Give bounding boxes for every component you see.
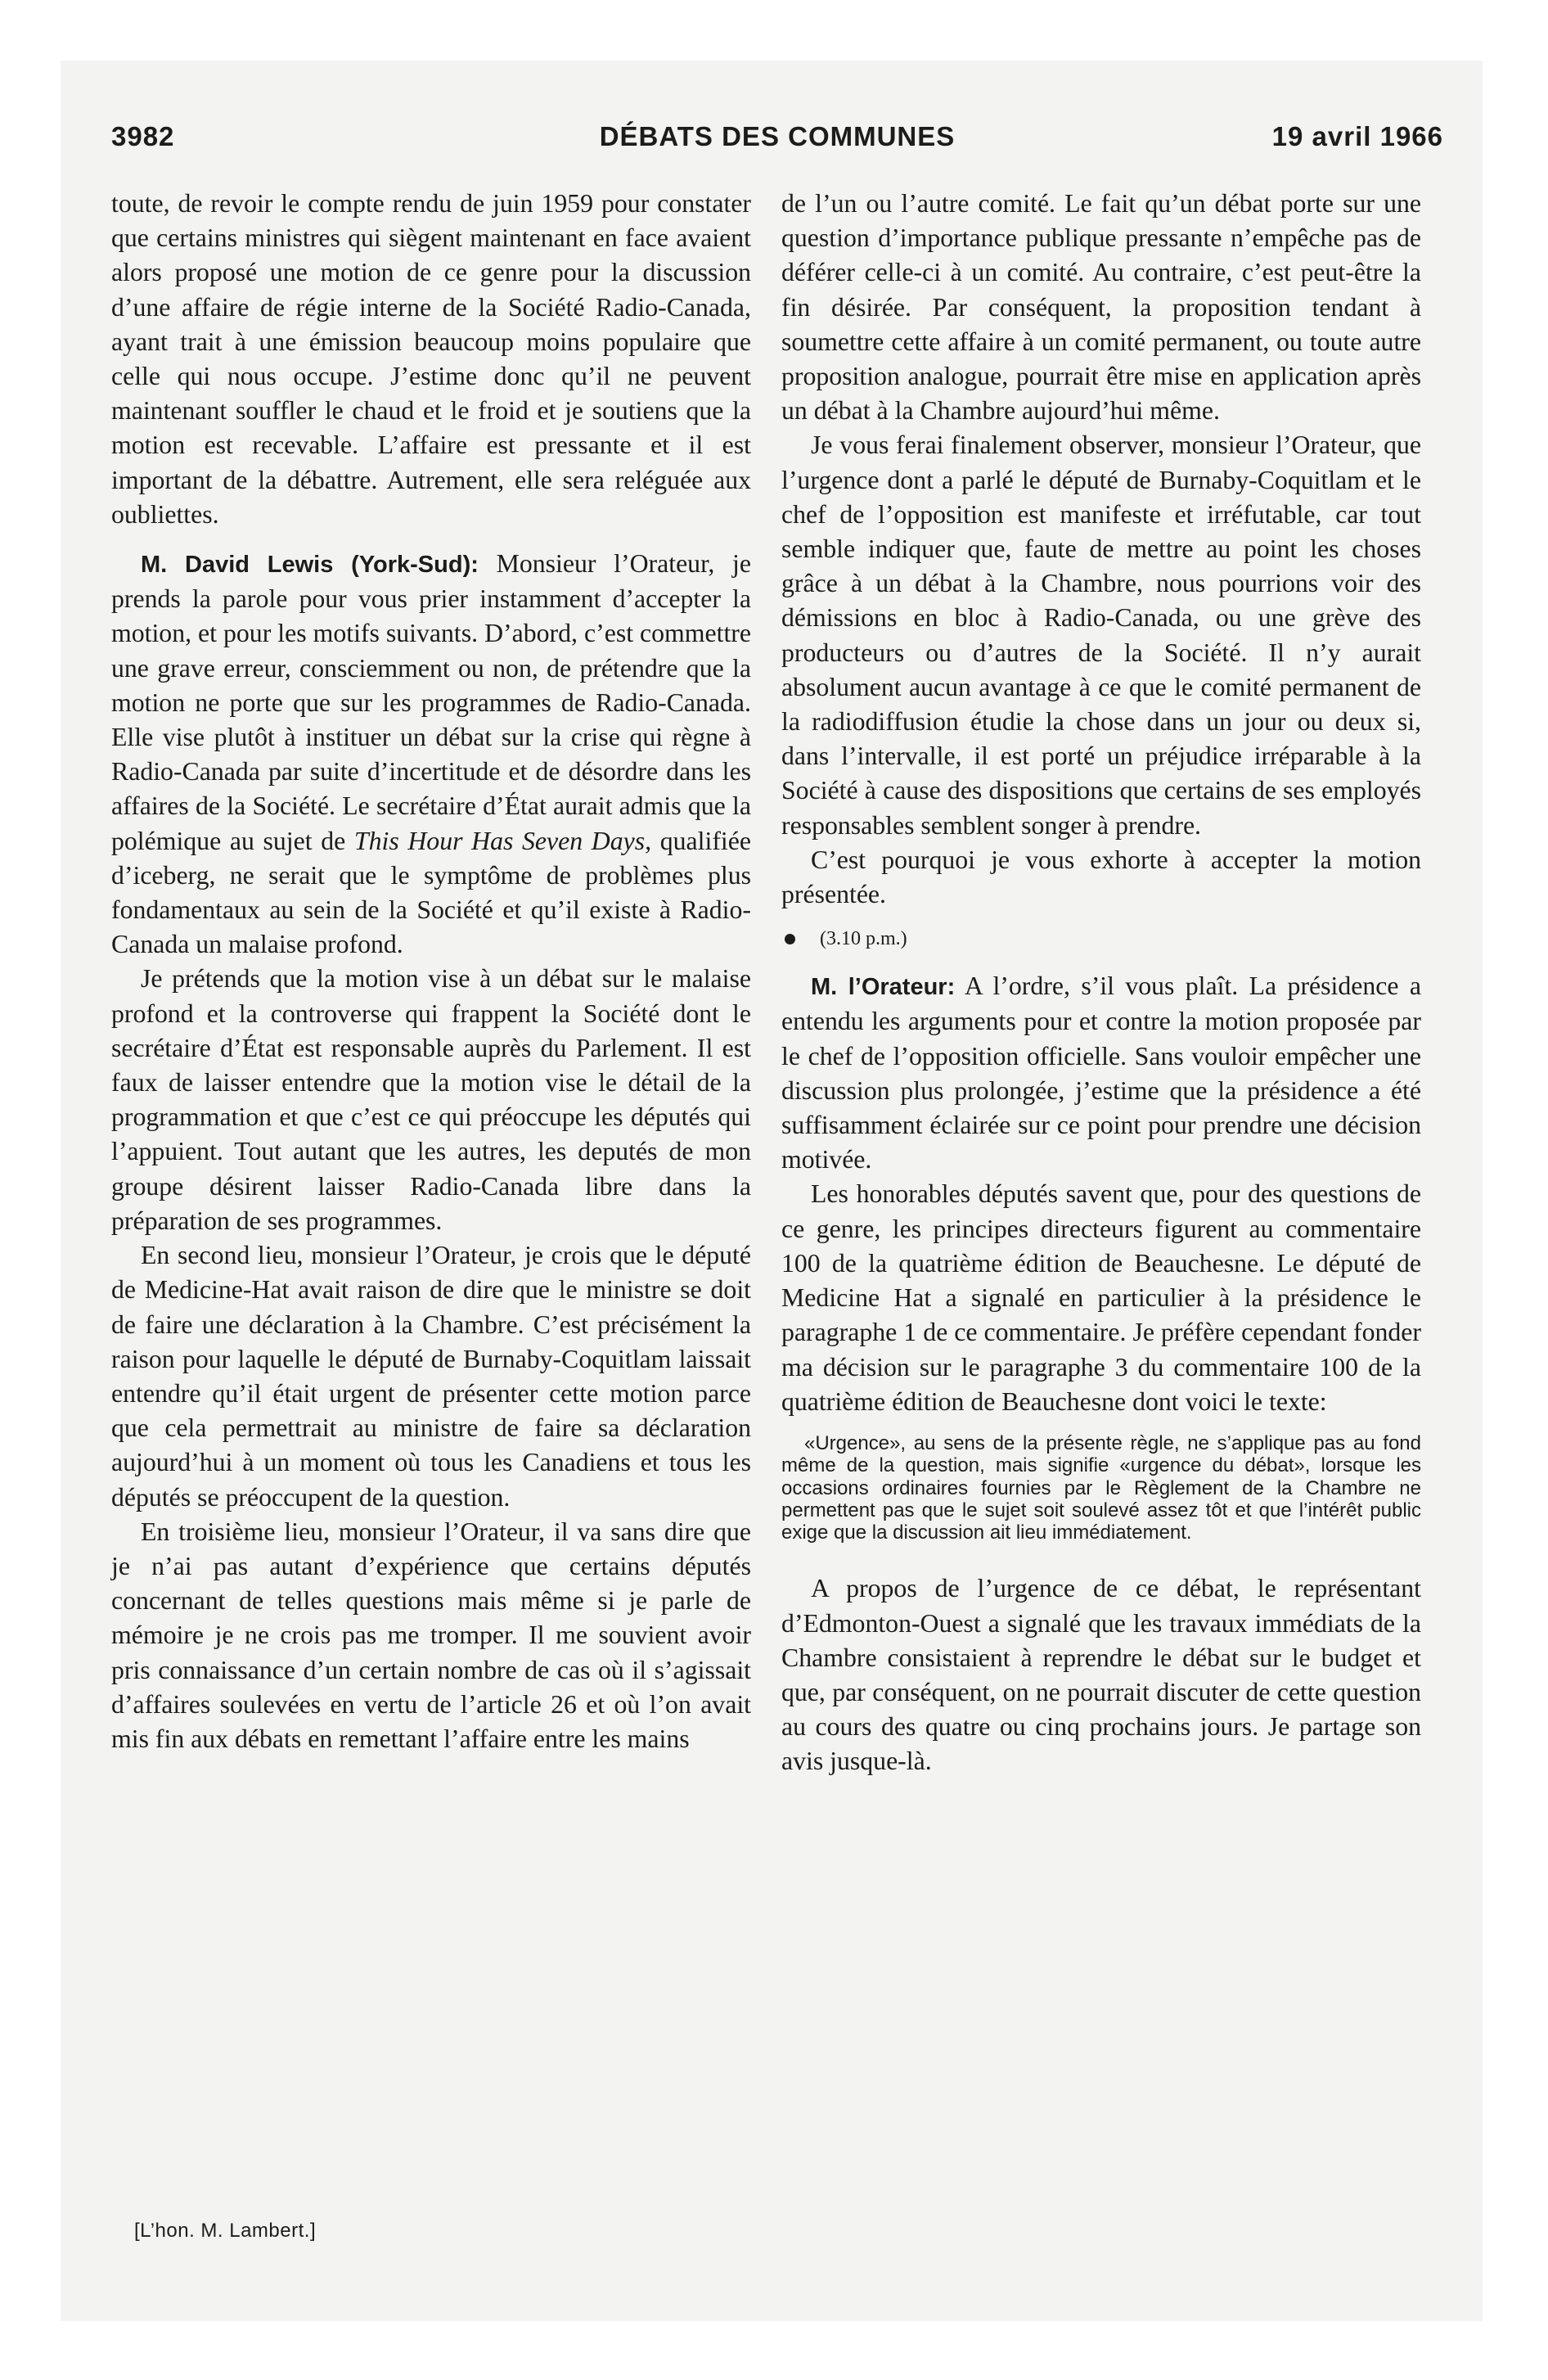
- speaker-name: M. l’Orateur:: [811, 974, 956, 1001]
- page-header: [111, 121, 1443, 157]
- paragraph: C’est pourquoi je vous exhorte à accepter la motion présentée.: [781, 845, 1421, 909]
- paragraph: toute, de revoir le compte rendu de juin 1959 pour constater que certains ministres qui siègent maintenant en face avaient alors proposé une motion de ce genre pour la discussion d’une affaire de régie interne de la Société Radio-Canada, ayant trait à une émission beaucoup moins populaire que celle qui nous occupe. J’estime donc qu’il ne peuvent maintenant souffler le chaud et le froid et je soutiens que la motion est recevable. L’affaire est pressante et il est important de la débattre. Autrement, elle sera reléguée aux oubliettes.: [111, 189, 751, 529]
- block-quote: «Urgence», au sens de la présente règle, ne s’applique pas au fond même de la question, mais signifie «urgence du débat», lorsque les occasions ordinaires fournies par le Règlement de la Chambre ne permettent pas que le sujet soit soulevé assez tôt et que l’intérêt public exige que la discussion ait lieu immédiatement.: [781, 1431, 1421, 1544]
- paragraph-text: Monsieur l’Orateur, je prends la parole pour vous prier instamment d’accepter la motion, et pour les motifs suivants. D’abord, c’est commettre une grave erreur, consciemment ou non, de prétendre que la motion ne porte que sur les programmes de Radio-Canada. Elle vise plutôt à instituer un débat sur la crise qui règne à Radio-Canada par suite d’incertitude et de désordre dans les affaires de la Société. Le secrétaire d’État aurait admis que la polémique au sujet de: [111, 549, 751, 855]
- paragraph: A propos de l’urgence de ce débat, le représentant d’Edmonton-Ouest a signalé que les travaux immédiats de la Chambre consistaient à reprendre le débat sur le budget et que, par conséquent, on ne pourrait discuter de cette question au cours des quatre ou cinq prochains jours. Je partage son avis jusque-là.: [781, 1574, 1421, 1776]
- paragraph-lewis: [111, 547, 751, 962]
- paragraph: En second lieu, monsieur l’Orateur, je crois que le député de Medicine-Hat avait raison de dire que le ministre se doit de faire une déclaration à la Chambre. C’est précisément la raison pour laquelle le député de Burnaby-Coquitlam laissait entendre qu’il était urgent de présenter cette motion parce que cela permettrait au ministre de faire sa déclaration aujourd’hui à un moment où tous les Canadiens et tous les députés se préoccupent de la question.: [111, 1241, 751, 1512]
- publication-date: 19 avril 1966: [1271, 121, 1443, 151]
- paragraph: Je vous ferai finalement observer, monsieur l’Orateur, que l’urgence dont a parlé le député de Burnaby-Coquitlam et le chef de l’opposition est manifeste et irréfutable, car tout semble indiquer que, faute de mettre au point les choses grâce à un débat à la Chambre, nous pourrions voir des démissions en bloc à Radio-Canada, ou une grève des producteurs ou d’autres de la Société. Il n’y aurait absolument aucun avantage à ce que le comité permanent de la radiodiffusion étudie la chose dans un jour ou deux si, dans l’intervalle, il est porté un préjudice irréparable à la Société à cause des dispositions que certains de ses employés responsables semblent songer à prendre.: [781, 430, 1421, 840]
- paragraph: En troisième lieu, monsieur l’Orateur, il va sans dire que je n’ai pas autant d’expérience que certains députés concernant de telles questions mais même si je parle de mémoire je ne crois pas me tromper. Il me souvient avoir pris connaissance d’un certain nombre de cas où il s’agissait d’affaires soulevées en vertu de l’article 26 et où l’on avait mis fin aux débats en remettant l’affaire entre les mains: [111, 1517, 751, 1753]
- paragraph-text: qualifiée d’iceberg, ne serait que le symptôme de problèmes plus fondamentaux au sein de la Société et qu’il existe à Radio-Canada un malaise profond.: [111, 826, 751, 959]
- bullet-icon: [785, 934, 795, 944]
- paragraph-text: A l’ordre, s’il vous plaît. La présidence a entendu les arguments pour et contre la motion proposée par le chef de l’opposition officielle. Sans vouloir empêcher une discussion plus prolongée, j’estime que la présidence a été suffisamment éclairée sur ce point pour prendre une décision motivée.: [781, 971, 1421, 1174]
- paragraph: Je prétends que la motion vise à un débat sur le malaise profond et la controverse qui frappent la Société dont le secrétaire d’État est responsable auprès du Parlement. Il est faux de laisser entendre que la motion vise le détail de la programmation et que c’est ce qui préoccupe les députés qui l’appuient. Tout autant que les autres, les deputés de mon groupe désirent laisser Radio-Canada libre dans la préparation de ses programmes.: [111, 964, 751, 1235]
- right-column: [781, 187, 1421, 1779]
- speaker-reference: [L’hon. M. Lambert.]: [134, 2220, 317, 2242]
- timestamp: (3.10 p.m.): [820, 928, 907, 950]
- page-number: 3982: [111, 121, 175, 151]
- left-column: [111, 187, 751, 1756]
- publication-title: DÉBATS DES COMMUNES: [599, 121, 956, 151]
- program-title: This Hour Has Seven Days,: [353, 826, 652, 855]
- paragraph: de l’un ou l’autre comité. Le fait qu’un débat porte sur une question d’importance publique pressante n’empêche pas de déférer celle-ci à un comité. Au contraire, c’est peut-être la fin désirée. Par conséquent, la proposition tendant à soumettre cette affaire à un comité permanent, ou toute autre proposition analogue, pourrait être mise en application après un débat à la Chambre aujourd’hui même.: [781, 189, 1421, 426]
- time-marker: [781, 925, 1421, 953]
- paragraph-speaker: [781, 969, 1421, 1177]
- paragraph: Les honorables députés savent que, pour des questions de ce genre, les principes directeurs figurent au commentaire 100 de la quatrième édition de Beauchesne. Le député de Medicine Hat a signalé en particulier à la présidence le paragraphe 1 de ce commentaire. Je préfère cependant fonder ma décision sur le paragraphe 3 du commentaire 100 de la quatrième édition de Beauchesne dont voici le texte:: [781, 1179, 1421, 1416]
- speaker-name: M. David Lewis (York-Sud):: [141, 552, 479, 579]
